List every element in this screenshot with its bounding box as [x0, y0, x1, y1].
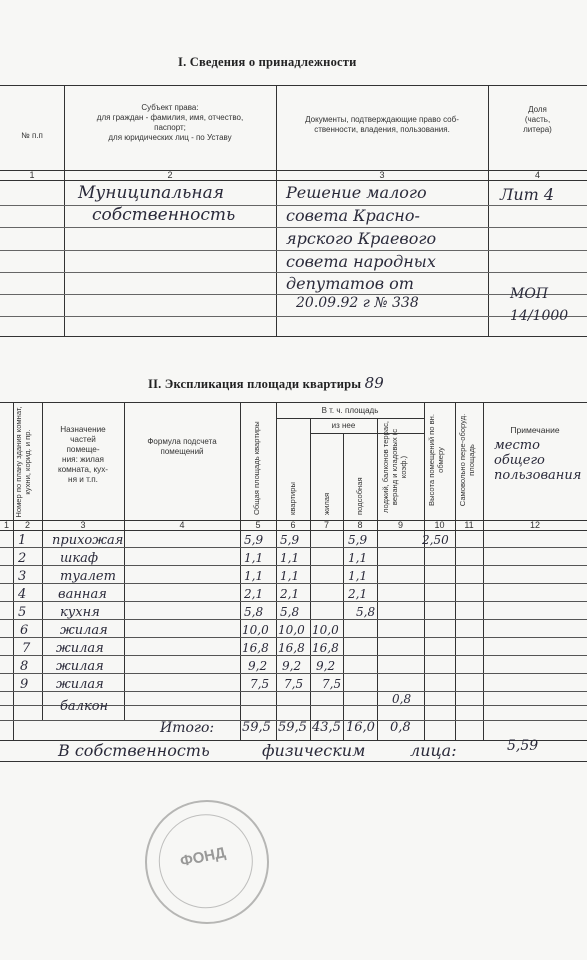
row-total: 7,5: [250, 677, 270, 691]
row-name: прихожая: [52, 533, 124, 548]
row-name: балкон: [60, 699, 109, 714]
table2-header-col1: Номер по плану здания комнат, кухни, корид. и пр.: [14, 406, 32, 518]
row-apt: 9,2: [282, 659, 302, 673]
row-num: 1: [18, 533, 27, 548]
table2-header-group-iz: из нее: [331, 421, 356, 430]
table1-top-border: [0, 85, 587, 86]
table2-header-col8: подсобная: [355, 477, 364, 515]
doc-line-4: совета народных: [286, 252, 436, 271]
share-line1: Лит 4: [500, 185, 555, 204]
ownership-right: лица:: [410, 741, 457, 760]
total-label: Итого:: [160, 720, 215, 736]
table2-colnum-7: 7: [323, 520, 329, 530]
table2-header-col4: Формула подсчета помещений: [147, 437, 217, 456]
row-name: ванная: [58, 587, 107, 602]
doc-line-5: депутатов от: [286, 274, 414, 293]
table2-header-col3: Назначение частей помеще- ния: жилая комната, кух- ня и т.п.: [57, 425, 109, 484]
row-apt: 1,1: [280, 569, 300, 583]
row-num: 2: [18, 551, 27, 566]
row-apt: 16,8: [278, 641, 305, 655]
total-loggia: 0,8: [390, 720, 411, 735]
table2-colnum-6: 6: [290, 520, 296, 530]
row-total: 1,1: [244, 551, 264, 565]
row-num: 9: [20, 677, 29, 692]
total-living: 43,5: [312, 720, 341, 735]
owner-line2: собственность: [92, 205, 236, 225]
row-total: 1,1: [244, 569, 264, 583]
row-aux: 2,1: [348, 587, 368, 601]
row-name: жилая: [60, 623, 108, 638]
row-living: 10,0: [312, 623, 339, 637]
table2-colnum-9: 9: [397, 520, 403, 530]
row-total: 5,9: [244, 533, 264, 547]
share-line2: МОП: [510, 286, 549, 302]
table1-header-documents: Документы, подтверждающие право соб- ственности, владения, пользования.: [305, 115, 459, 134]
table2-header-col12: Примечание: [510, 425, 560, 435]
row-num: 8: [20, 659, 29, 674]
row-apt: 5,9: [280, 533, 300, 547]
row-living: 7,5: [322, 677, 342, 691]
section1-title: I. Сведения о принадлежности: [178, 55, 357, 69]
row-apt: 5,8: [280, 605, 300, 619]
doc-line-2: совета Красно-: [286, 206, 420, 225]
row-total: 10,0: [242, 623, 269, 637]
table1-header-share: Доля (часть, литера): [523, 105, 552, 134]
row-loggia: 0,8: [392, 692, 412, 706]
row-num: 3: [18, 569, 27, 584]
row-num: 4: [18, 587, 27, 602]
table2-colnum-4: 4: [179, 520, 185, 530]
stamp-text: ФОНД: [178, 844, 228, 871]
table2-colnum-8: 8: [357, 520, 363, 530]
table2-header-col7: жилая: [322, 492, 331, 515]
row-apt: 2,1: [280, 587, 300, 601]
apt-number: 89: [364, 374, 385, 392]
row-total: 2,1: [244, 587, 264, 601]
share-line3: 14/1000: [510, 308, 569, 324]
table2-header-col10: Высота помещений по вн. обмеру: [427, 414, 445, 506]
table1-header-num: № п.п: [21, 131, 43, 140]
row-total: 5,8: [244, 605, 264, 619]
table2-colnum-10: 10: [434, 520, 445, 530]
table2-colnum-1: 1: [3, 520, 9, 530]
row-total: 16,8: [242, 641, 269, 655]
owner-line1: Муниципальная: [78, 183, 224, 203]
round-stamp: [133, 788, 280, 935]
table2-colnum-12: 12: [529, 520, 540, 530]
row-living: 9,2: [316, 659, 336, 673]
row-name: туалет: [60, 569, 116, 584]
row-living: 16,8: [312, 641, 339, 655]
row-aux: 1,1: [348, 551, 368, 565]
row-height: 2,50: [422, 533, 449, 547]
note-handwritten: место общего пользования: [494, 438, 582, 483]
row-num: 7: [22, 641, 31, 656]
table2-header-col11: Самовольно пере-оборуд. площадь: [458, 413, 476, 507]
row-name: жилая: [56, 659, 104, 674]
row-aux: 5,8: [356, 605, 376, 619]
row-total: 9,2: [248, 659, 268, 673]
table1-colnum-2: 2: [167, 170, 173, 180]
table2-colnum-11: 11: [464, 520, 474, 530]
ownership-mid: физическим: [262, 741, 366, 760]
table1-colnum-3: 3: [379, 170, 385, 180]
ownership-label: В собственность: [58, 741, 210, 760]
row-apt: 7,5: [284, 677, 304, 691]
row-aux: 5,9: [348, 533, 368, 547]
table2-header-col5: Общая площадь квартиры: [252, 421, 261, 515]
row-name: жилая: [56, 677, 104, 692]
table1-colnum-1: 1: [29, 170, 35, 180]
doc-line-3: ярского Краевого: [286, 229, 437, 248]
table2-colnum-3: 3: [80, 520, 86, 530]
row-name: жилая: [56, 641, 104, 656]
section2-title: II. Экспликация площади квартиры 89: [148, 374, 385, 392]
table2-header-col9: лоджий, балконов террас, веранд и кладовых (с коэф.): [381, 421, 408, 513]
row-aux: 1,1: [348, 569, 368, 583]
table2-header-col6: квартиры: [288, 482, 297, 515]
total-aux: 16,0: [346, 720, 375, 735]
total-apt: 59,5: [278, 720, 307, 735]
table1-colnum-4: 4: [534, 170, 540, 180]
doc-line-1: Решение малого: [286, 183, 427, 202]
row-apt: 10,0: [278, 623, 305, 637]
table2-colnum-5: 5: [255, 520, 261, 530]
total-total: 59,5: [242, 720, 271, 735]
table2-colnum-2: 2: [24, 520, 30, 530]
row-name: шкаф: [60, 551, 99, 566]
doc-line-6: 20.09.92 г № 338: [296, 295, 419, 311]
row-num: 6: [20, 623, 29, 638]
row-name: кухня: [60, 605, 100, 620]
table2-header-group-vtch: В т. ч. площадь: [321, 406, 379, 415]
row-num: 5: [18, 605, 27, 620]
ownership-value: 5,59: [507, 738, 539, 754]
row-apt: 1,1: [280, 551, 300, 565]
table1-header-subject: Субъект права: для граждан - фамилия, имя, отчество, паспорт; для юридических лиц - по Уставу: [96, 103, 244, 142]
